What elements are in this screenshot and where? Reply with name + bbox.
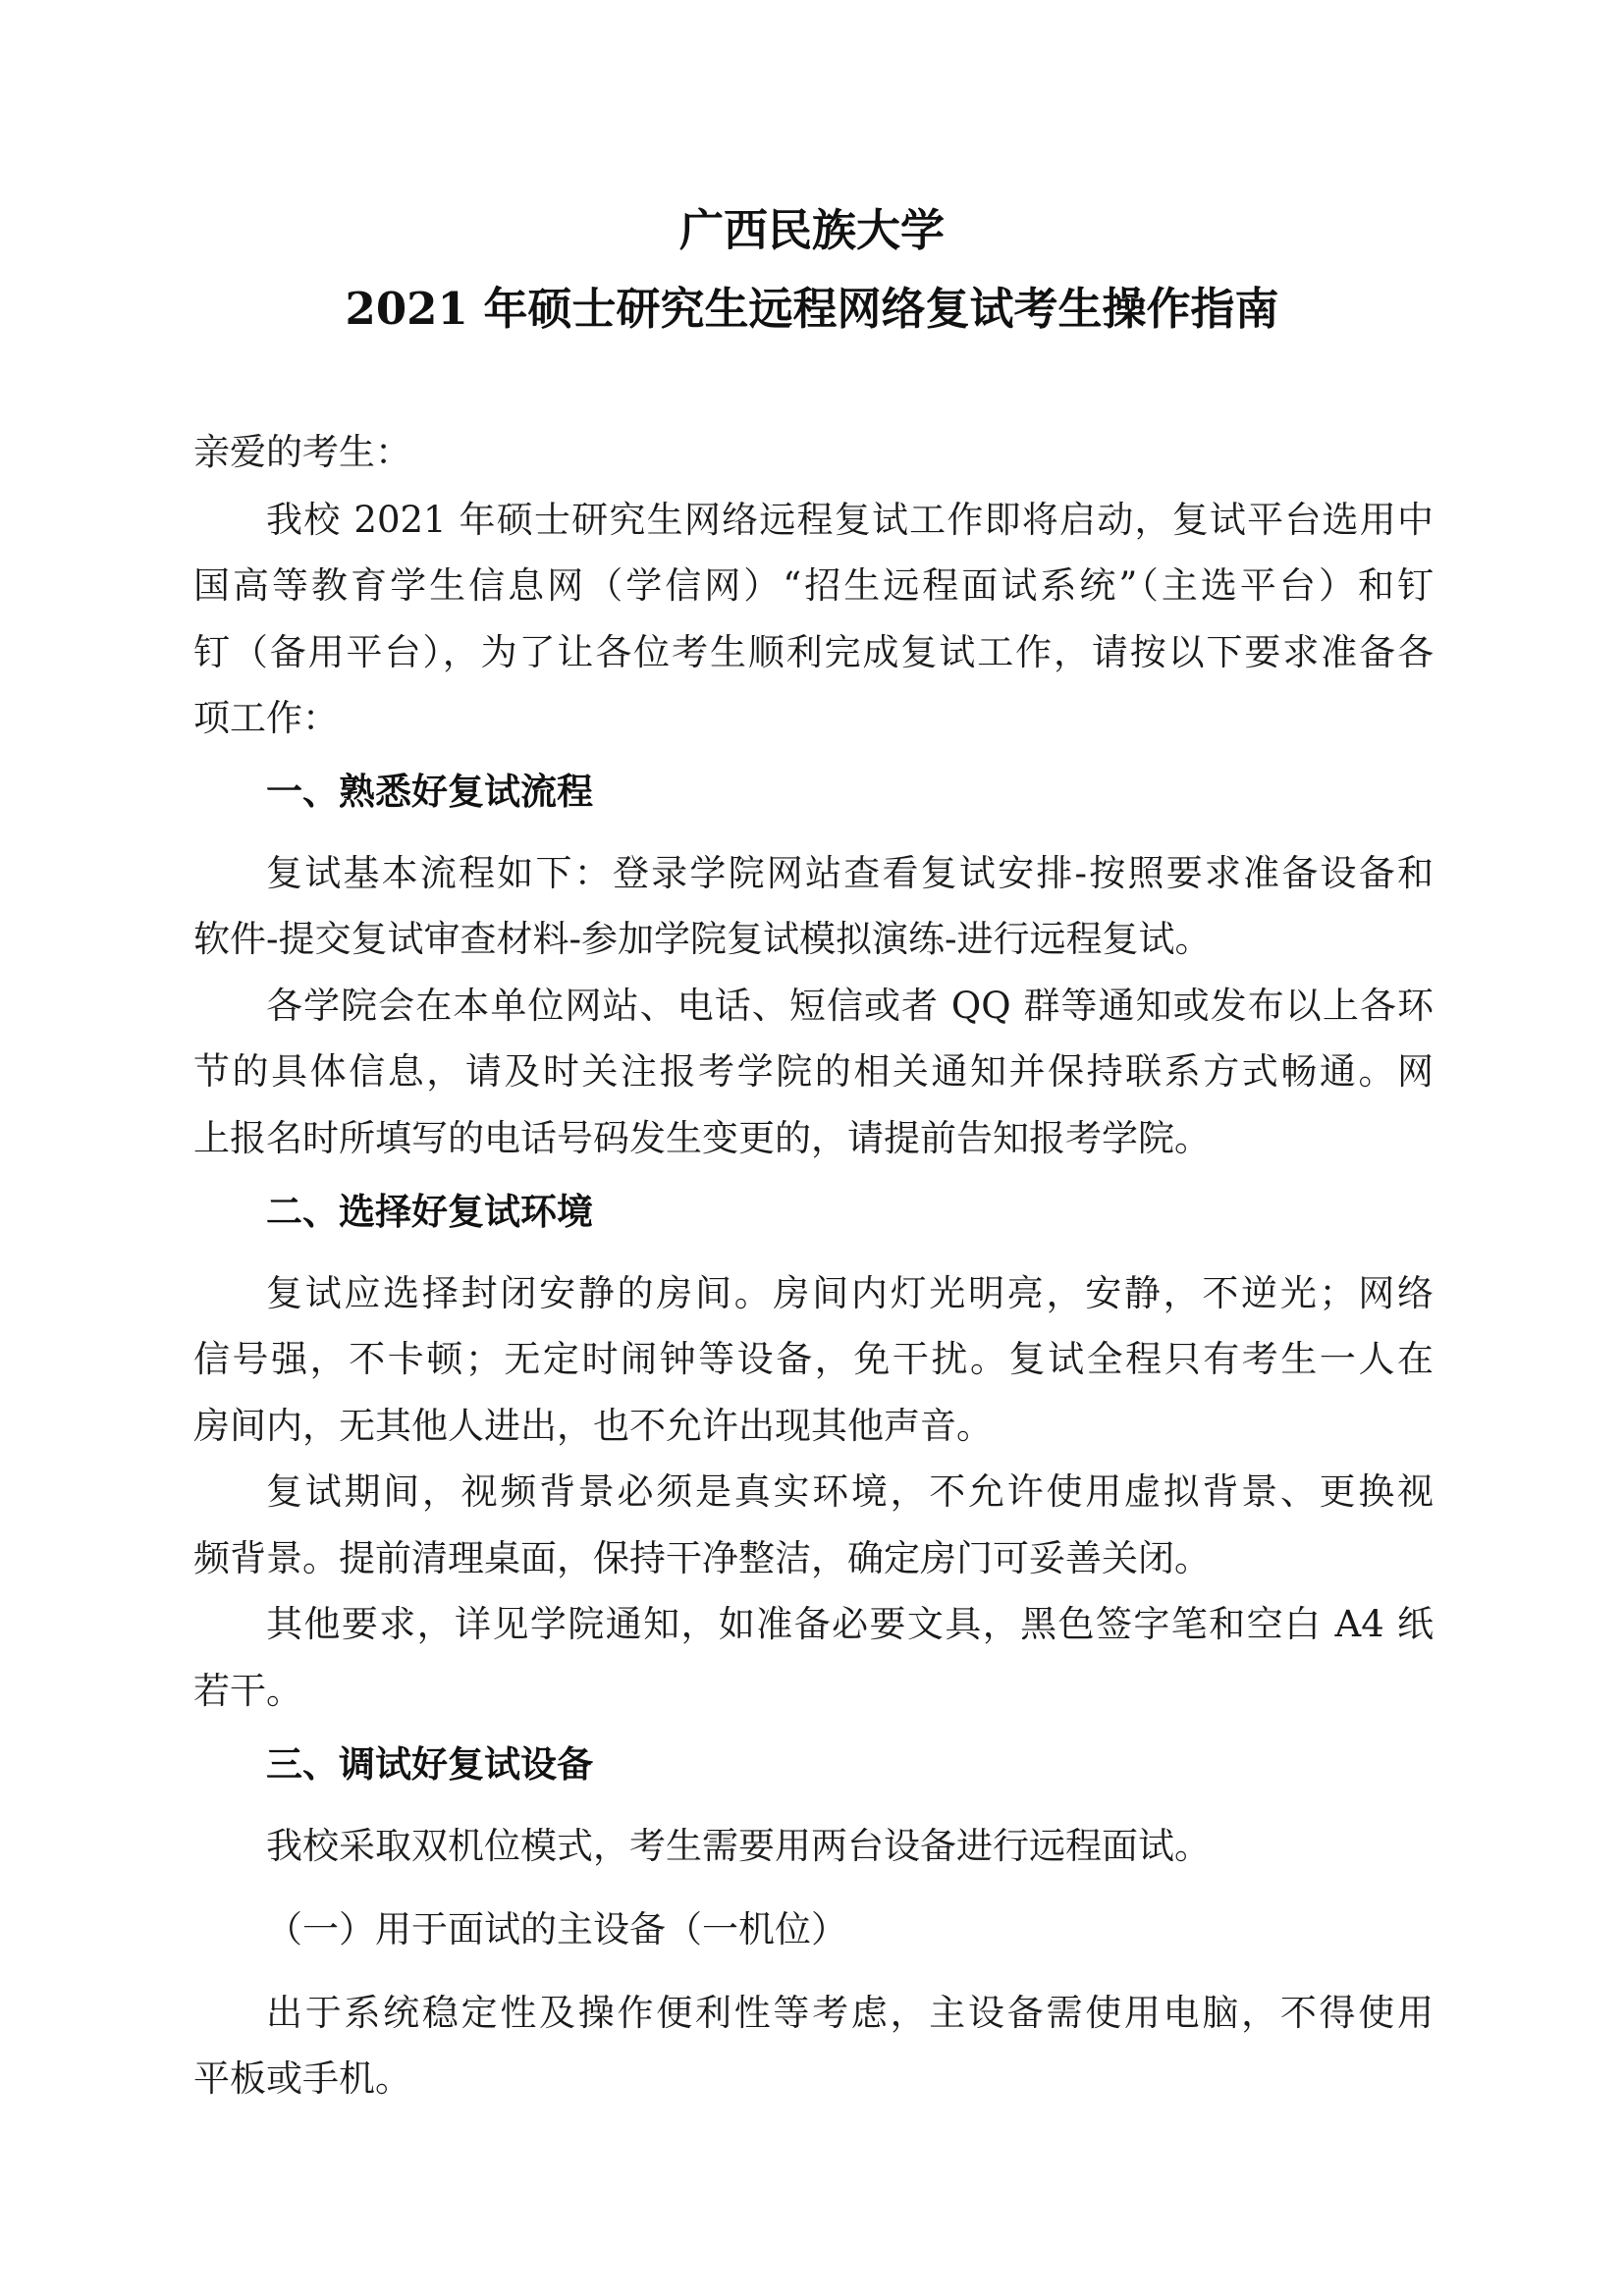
section2-paragraph-line: 复试应选择封闭安静的房间。房间内灯光明亮，安静，不逆光；网络 <box>266 1272 1434 1314</box>
section1-paragraph-line: 上报名时所填写的电话号码发生变更的，请提前告知报考学院。 <box>193 1117 1211 1159</box>
section3-paragraph-line: 我校采取双机位模式，考生需要用两台设备进行远程面试。 <box>266 1825 1211 1867</box>
document-title-line-1: 广西民族大学 <box>678 204 945 256</box>
intro-line: 国高等教育学生信息网（学信网）“招生远程面试系统”（主选平台）和钉 <box>193 564 1434 607</box>
intro-line: 我校 2021 年硕士研究生网络远程复试工作即将启动，复试平台选用中 <box>266 499 1434 541</box>
section-heading-3: 三、调试好复试设备 <box>266 1743 593 1786</box>
greeting: 亲爱的考生： <box>193 431 411 473</box>
section1-paragraph-line: 各学院会在本单位网站、电话、短信或者 QQ 群等通知或发布以上各环 <box>266 985 1434 1027</box>
section1-paragraph-line: 软件-提交复试审查材料-参加学院复试模拟演练-进行远程复试。 <box>193 918 1212 960</box>
section2-paragraph-line: 若干。 <box>193 1670 302 1712</box>
section2-paragraph-line: 复试期间，视频背景必须是真实环境，不允许使用虚拟背景、更换视 <box>266 1470 1434 1513</box>
section3-paragraph-line: 平板或手机。 <box>193 2057 411 2100</box>
section-heading-1: 一、熟悉好复试流程 <box>266 771 593 813</box>
section3-paragraph-line: 出于系统稳定性及操作便利性等考虑，主设备需使用电脑，不得使用 <box>266 1992 1434 2034</box>
section2-paragraph-line: 其他要求，详见学院通知，如准备必要文具，黑色签字笔和空白 A4 纸 <box>266 1603 1434 1645</box>
intro-line: 项工作： <box>193 697 339 739</box>
section2-paragraph-line: 频背景。提前清理桌面，保持干净整洁，确定房门可妥善关闭。 <box>193 1537 1211 1579</box>
intro-line: 钉（备用平台），为了让各位考生顺利完成复试工作，请按以下要求准备各 <box>193 631 1434 673</box>
section1-paragraph-line: 节的具体信息，请及时关注报考学院的相关通知并保持联系方式畅通。网 <box>193 1050 1434 1093</box>
subsection-heading-1: （一）用于面试的主设备（一机位） <box>266 1908 847 1950</box>
section-heading-2: 二、选择好复试环境 <box>266 1191 593 1233</box>
document-title-line-2: 2021 年硕士研究生远程网络复试考生操作指南 <box>345 283 1279 335</box>
section2-paragraph-line: 房间内，无其他人进出，也不允许出现其他声音。 <box>193 1405 993 1447</box>
section1-paragraph-line: 复试基本流程如下：登录学院网站查看复试安排-按照要求准备设备和 <box>266 852 1434 894</box>
section2-paragraph-line: 信号强，不卡顿；无定时闹钟等设备，免干扰。复试全程只有考生一人在 <box>193 1338 1434 1380</box>
